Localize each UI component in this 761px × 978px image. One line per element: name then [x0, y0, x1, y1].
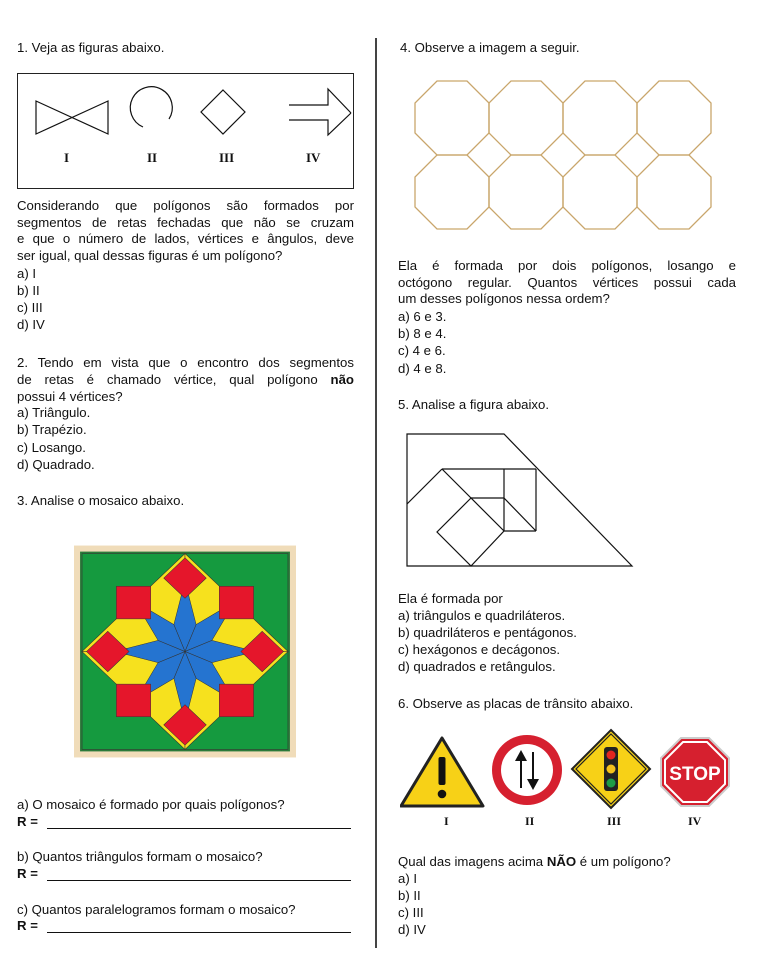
octagon-shape	[489, 155, 563, 229]
octagon-shape	[415, 81, 489, 155]
octagon-shape	[637, 155, 711, 229]
q5-intro: Ela é formada por	[398, 591, 503, 606]
sign-label-1: I	[444, 814, 449, 828]
octagon-shape	[415, 155, 489, 229]
stop-sign-text: STOP	[669, 764, 721, 785]
q4-text-line: octógono regular. Quantos vértices possui cada	[398, 274, 736, 290]
fig-label-3: III	[219, 150, 235, 165]
mosaic-square	[116, 586, 150, 619]
tangram-outline	[407, 434, 632, 566]
q3-answer-label-b: R =	[17, 866, 38, 881]
q2-option-d: d) Quadrado.	[17, 457, 95, 472]
tangram-edge	[504, 498, 536, 531]
tangram-edge	[407, 469, 442, 504]
arrow-figure	[289, 89, 351, 135]
q1-text-line: Considerando que polígonos são formados por	[17, 198, 354, 213]
stop-sign-icon	[661, 738, 729, 806]
q4-option-b: b) 8 e 4.	[398, 326, 447, 341]
bowtie-figure	[36, 101, 108, 134]
q2-line-2-text: de retas é chamado vértice, qual polígono	[17, 372, 331, 387]
q6-question-pre: Qual das imagens acima	[398, 854, 547, 869]
q3-answer-line-c[interactable]	[47, 932, 351, 933]
q2-line-3: possui 4 vértices?	[17, 389, 123, 404]
q2-option-c: c) Losango.	[17, 440, 86, 455]
q2-text	[17, 354, 354, 405]
q5-option-d: d) quadrados e retângulos.	[398, 659, 556, 674]
tangram-edge	[442, 469, 471, 498]
q4-option-c: c) 4 e 6.	[398, 343, 446, 358]
q4-option-a: a) 6 e 3.	[398, 309, 447, 324]
q6-option-c: c) III	[398, 905, 424, 920]
fig-label-4: IV	[306, 150, 321, 165]
q1-text-line: segmentos de retas fechadas que não se cruzam	[17, 214, 354, 230]
tangram-figure	[406, 433, 634, 569]
q2-line-2	[17, 371, 354, 388]
q1-title: 1. Veja as figuras abaixo.	[17, 40, 165, 55]
octagon-shape	[637, 81, 711, 155]
q6-option-a: a) I	[398, 871, 418, 886]
fig-label-2: II	[147, 150, 158, 165]
q3-answer-line-a[interactable]	[47, 828, 351, 829]
q3-answer-line-b[interactable]	[47, 880, 351, 881]
q5-option-a: a) triângulos e quadriláteros.	[398, 608, 566, 623]
sign-label-2: II	[525, 814, 535, 828]
q6-question	[398, 854, 671, 870]
q6-title: 6. Observe as placas de trânsito abaixo.	[398, 696, 634, 711]
q5-title: 5. Analise a figura abaixo.	[398, 397, 550, 412]
q1-text-line: e que o número de lados, vértices e ângulos, deve	[17, 231, 354, 246]
octagon-tiling	[415, 81, 711, 229]
q1-figures	[18, 74, 353, 188]
octagon-shape	[489, 81, 563, 155]
fig-label-1: I	[64, 150, 70, 165]
mosaic-square	[219, 684, 253, 717]
sign-label-3: III	[607, 814, 622, 828]
octagon-shape	[563, 81, 637, 155]
octagon-shape	[563, 155, 637, 229]
q4-text-line: Ela é formada por dois polígonos, losango e	[398, 258, 736, 273]
warning-sign-icon	[401, 738, 483, 806]
q4-text	[398, 258, 736, 308]
q4-text-line: um desses polígonos nessa ordem?	[398, 291, 610, 306]
q1-text	[17, 198, 354, 264]
traffic-light-sign-icon	[572, 730, 650, 808]
q1-option-d: d) IV	[17, 317, 45, 332]
q2-option-a: a) Triângulo.	[17, 405, 91, 420]
q3-question-a: a) O mosaico é formado por quais polígonos?	[17, 797, 285, 812]
q3-answer-label-a: R =	[17, 814, 38, 829]
q1-option-a: a) I	[17, 266, 37, 281]
octagon-tiling-image	[414, 80, 720, 232]
q6-question-bold: NÃO	[546, 854, 577, 869]
q6-option-d: d) IV	[398, 922, 426, 937]
two-way-traffic-sign-icon	[492, 735, 562, 805]
q1-option-c: c) III	[17, 300, 43, 315]
mosaic-square	[116, 684, 150, 717]
diamond-figure	[201, 90, 245, 134]
q1-option-b: b) II	[17, 283, 40, 298]
mosaic-image	[74, 545, 296, 758]
q6-option-b: b) II	[398, 888, 421, 903]
q5-option-b: b) quadriláteros e pentágonos.	[398, 625, 577, 640]
q3-answer-label-c: R =	[17, 918, 38, 933]
q3-question-c: c) Quantos paralelogramos formam o mosaico?	[17, 902, 296, 917]
q3-question-b: b) Quantos triângulos formam o mosaico?	[17, 849, 263, 864]
q1-text-line: ser igual, qual dessas figuras é um polígono?	[17, 247, 283, 263]
q4-option-d: d) 4 e 8.	[398, 361, 447, 376]
column-divider	[375, 38, 377, 948]
q5-option-c: c) hexágonos e decágonos.	[398, 642, 561, 657]
mosaic-square	[219, 586, 253, 619]
arc-figure	[130, 87, 172, 127]
tangram-square	[437, 498, 504, 566]
q2-bold-word: não	[330, 372, 354, 387]
mosaic-tiles	[82, 554, 288, 750]
q2-line-1: 2. Tendo em vista que o encontro dos segmentos	[17, 355, 354, 370]
q2-option-b: b) Trapézio.	[17, 422, 87, 437]
sign-label-4: IV	[688, 814, 702, 828]
q3-title: 3. Analise o mosaico abaixo.	[17, 493, 185, 508]
q4-title: 4. Observe a imagem a seguir.	[400, 40, 580, 55]
traffic-signs	[400, 728, 736, 812]
q6-question-post: é um polígono?	[576, 854, 671, 869]
q1-figures-box	[17, 73, 354, 189]
